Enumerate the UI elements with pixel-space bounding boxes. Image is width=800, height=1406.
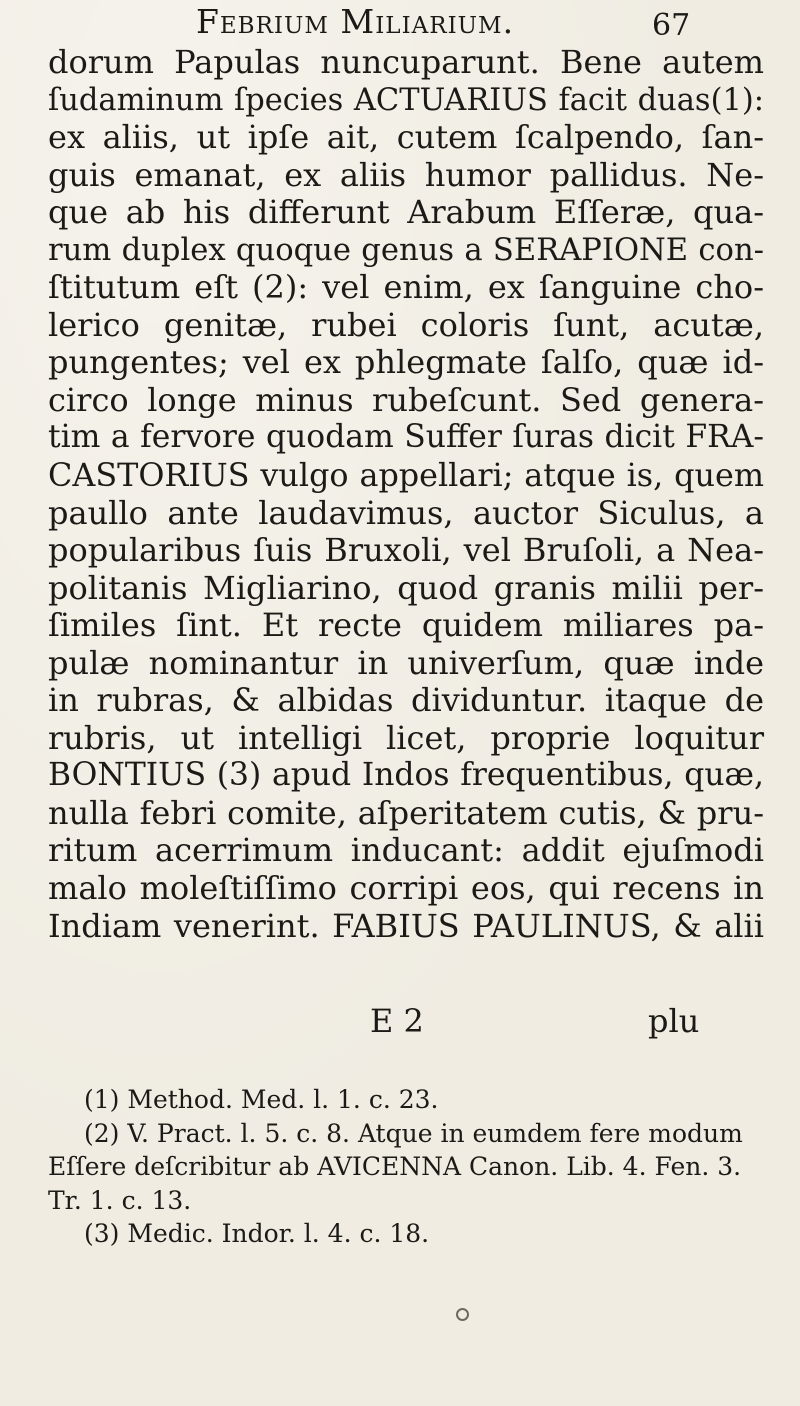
printer-mark-circle — [456, 1308, 469, 1321]
body-text — [48, 44, 764, 945]
text-line: popularibus ſuis Bruxoli, vel Bruſoli, a Nea- — [48, 531, 764, 570]
catchword: plu — [648, 1002, 700, 1040]
text-line: ſimiles ſint. Et recte quidem miliares pa- — [48, 606, 764, 645]
text-line: pulæ nominantur in univerſum, quæ inde — [48, 643, 764, 682]
text-line: malo moleſtiſſimo corripi eos, qui recens in — [48, 869, 764, 908]
text-line: guis emanat, ex aliis humor pallidus. Ne- — [48, 155, 764, 194]
text-line: rubris, ut intelligi licet, proprie loquitur — [48, 718, 764, 757]
text-line: CASTORIUS vulgo appellari; atque is, quem — [48, 456, 764, 495]
text-line: ex aliis, ut ipſe ait, cutem ſcalpendo, ſan- — [48, 118, 764, 157]
footnote-continuation: Tr. 1. c. 13. — [48, 1185, 192, 1215]
text-line: ſtitutum eſt (2): vel enim, ex ſanguine cho- — [48, 268, 764, 307]
text-line: tim a fervore quodam Suffer ſuras dicit FRA- — [48, 419, 764, 456]
footnote-continuation: Eſſere deſcribitur ab AVICENNA Canon. Lib. 4. Fen. 3. — [48, 1152, 742, 1181]
text-line: in rubras, & albidas dividuntur. itaque de — [48, 681, 764, 720]
text-line: paullo ante laudavimus, auctor Siculus, a — [48, 493, 764, 532]
running-title: Febrium Miliarium. — [196, 2, 515, 41]
footnote: (2) V. Pract. l. 5. c. 8. Atque in eumdem fere modum — [84, 1118, 743, 1148]
text-line: pungentes; vel ex phlegmate ſalſo, quæ id- — [48, 343, 764, 382]
text-line: BONTIUS (3) apud Indos frequentibus, quæ, — [48, 757, 764, 794]
text-line: circo longe minus rubeſcunt. Sed genera- — [48, 380, 764, 419]
footnote: (1) Method. Med. l. 1. c. 23. — [84, 1085, 439, 1114]
text-line: ſudaminum ſpecies ACTUARIUS facit duas(1): — [48, 82, 764, 118]
text-line: nulla febri comite, aſperitatem cutis, & pru- — [48, 793, 764, 832]
footnotes — [48, 1083, 764, 1251]
signature-mark: E 2 — [370, 1002, 424, 1040]
text-line: dorum Papulas nuncuparunt. Bene autem — [48, 43, 764, 81]
text-line: rum duplex quoque genus a SERAPIONE con- — [48, 232, 764, 268]
text-line: ritum acerrimum inducant: addit ejuſmodi — [48, 831, 764, 870]
text-line: lerico genitæ, rubei coloris ſunt, acutæ, — [48, 305, 764, 344]
text-line: Indiam venerint. FABIUS PAULINUS, & alii — [48, 906, 764, 945]
running-head — [0, 2, 800, 43]
page-number: 67 — [652, 8, 691, 43]
text-line: que ab his differunt Arabum Eſſeræ, qua- — [48, 193, 764, 232]
signature-line — [0, 1002, 800, 1042]
footnote: (3) Medic. Indor. l. 4. c. 18. — [84, 1219, 430, 1248]
text-line: politanis Migliarino, quod granis milii per- — [48, 568, 764, 607]
